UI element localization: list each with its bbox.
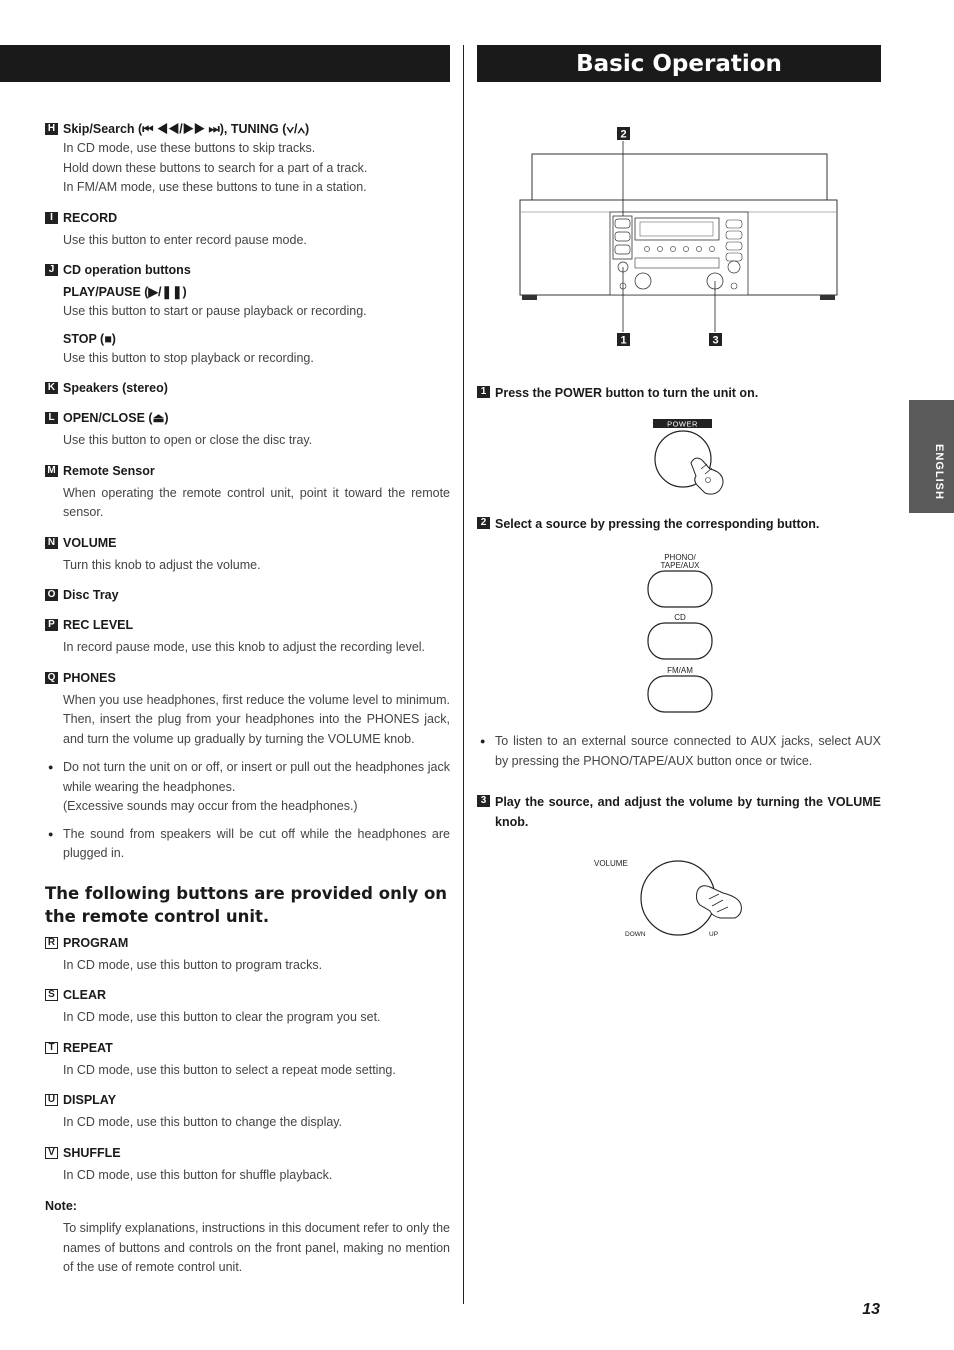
item-shuffle (45, 1144, 450, 1186)
item-letter: K (45, 382, 58, 394)
phono-label-line1: PHONO/ (664, 553, 696, 562)
note-text: To simplify explanations, instructions in this document refer to only the names of buttons and controls on the front panel, making no mention of the use of remote control unit. (63, 1221, 450, 1274)
item-letter: H (45, 123, 58, 135)
item-line: In CD mode, use this button for shuffle playback. (63, 1167, 333, 1182)
item-letter: U (45, 1094, 58, 1106)
step-2 (477, 514, 881, 534)
aux-bullet (477, 732, 881, 771)
item-repeat (45, 1039, 450, 1081)
item-letter: V (45, 1147, 58, 1159)
fmam-label: FM/AM (667, 666, 693, 675)
item-letter: L (45, 412, 58, 424)
callout-label: 1 (620, 334, 627, 347)
source-buttons-illustration (642, 550, 722, 720)
column-divider (463, 45, 464, 1304)
item-line: In CD mode, use these buttons to skip tracks. (63, 141, 316, 155)
item-letter: N (45, 537, 58, 549)
item-line: In CD mode, use this button to change the display. (63, 1115, 343, 1129)
cd-label: CD (674, 613, 686, 622)
item-skip-search (45, 120, 450, 198)
item-line: Hold down these buttons to search for a part of a track. (63, 160, 368, 175)
stop-label: STOP (■) (63, 331, 116, 346)
item-line: In FM/AM mode, use these buttons to tune in a station. (63, 180, 367, 194)
bullet-text: The sound from speakers will be cut off while the headphones are plugged in. (63, 826, 450, 860)
item-letter: O (45, 589, 58, 601)
item-line: Use this button to open or close the disc tray. (63, 433, 313, 447)
item-letter: I (45, 212, 58, 224)
item-title: OPEN/CLOSE (⏏) (63, 411, 169, 425)
bullet-item (45, 825, 450, 864)
volume-up-label: UP (709, 931, 719, 938)
item-record (45, 209, 450, 251)
item-desc: When operating the remote control unit, point it toward the remote sensor. (63, 485, 450, 519)
item-title: Disc Tray (63, 588, 119, 602)
item-title: SHUFFLE (63, 1145, 121, 1160)
item-letter: S (45, 989, 58, 1001)
note-label: Note: (45, 1199, 77, 1213)
item-phones (45, 669, 450, 864)
unit-front-diagram (507, 125, 847, 350)
item-speakers (45, 379, 450, 398)
step-text: Select a source by pressing the corresponding button. (495, 517, 820, 531)
item-title: RECORD (63, 210, 118, 225)
item-program (45, 934, 450, 976)
volume-knob-illustration (589, 852, 759, 947)
step-1 (477, 383, 881, 403)
phono-label-line2: TAPE/AUX (660, 561, 700, 570)
item-letter: P (45, 619, 58, 631)
callout-label: 3 (712, 334, 719, 347)
step-number: 1 (477, 386, 490, 398)
item-volume (45, 534, 450, 576)
bullet-item (477, 732, 881, 771)
item-disc-tray (45, 586, 450, 605)
power-button-illustration (647, 417, 747, 502)
item-title: PROGRAM (63, 935, 129, 950)
step-number: 3 (477, 795, 490, 807)
item-title: DISPLAY (63, 1093, 117, 1107)
item-title: REC LEVEL (63, 618, 134, 632)
item-title: Remote Sensor (63, 463, 155, 478)
item-rec-level (45, 616, 450, 658)
power-label: POWER (667, 419, 698, 429)
item-title: CLEAR (63, 988, 107, 1002)
item-display (45, 1091, 450, 1133)
item-open-close (45, 409, 450, 451)
step-number: 2 (477, 517, 490, 529)
item-cd-operation (45, 261, 450, 368)
bullet-text: To listen to an external source connected to AUX jacks, select AUX by pressing the PHONO/TAPE/AUX button once or twice. (495, 734, 881, 768)
item-remote-sensor (45, 462, 450, 523)
step-3 (477, 792, 881, 832)
item-letter: T (45, 1042, 58, 1054)
page-number: 13 (862, 1301, 880, 1318)
item-line: Use this button to start or pause playback or recording. (63, 304, 367, 318)
item-line: Turn this knob to adjust the volume. (63, 557, 261, 572)
item-title: CD operation buttons (63, 263, 191, 277)
item-desc: When you use headphones, first reduce the volume level to minimum. Then, insert the plug from your headphones into the PHONES jack, and turn the volume up gradually by turning the VOLUME knob. (63, 692, 450, 746)
item-title: VOLUME (63, 535, 117, 550)
volume-down-label: DOWN (625, 931, 646, 938)
volume-label: VOLUME (594, 859, 628, 868)
item-line: In CD mode, use this button to select a repeat mode setting. (63, 1062, 396, 1077)
bullet-text: (Excessive sounds may occur from the headphones.) (63, 799, 358, 813)
remote-section-heading: The following buttons are provided only on the remote control unit. (45, 883, 448, 926)
item-line: Use this button to enter record pause mode. (63, 232, 307, 247)
left-column (45, 120, 450, 1278)
item-letter: R (45, 937, 58, 949)
left-header-bar (0, 45, 450, 82)
page-title: Basic Operation (477, 45, 881, 82)
item-line: In record pause mode, use this knob to adjust the recording level. (63, 640, 426, 654)
item-line: In CD mode, use this button to clear the program you set. (63, 1010, 381, 1024)
language-label: ENGLISH (933, 444, 945, 500)
item-letter: J (45, 264, 58, 276)
item-title: REPEAT (63, 1040, 113, 1055)
item-line: Use this button to stop playback or recording. (63, 350, 314, 365)
play-pause-label: PLAY/PAUSE (▶/❚❚) (63, 285, 187, 299)
item-title: PHONES (63, 670, 116, 685)
step-text: Play the source, and adjust the volume by turning the VOLUME knob. (495, 795, 881, 829)
callout-label: 2 (620, 128, 627, 141)
item-line: In CD mode, use this button to program tracks. (63, 957, 323, 972)
step-text: Press the POWER button to turn the unit on. (495, 386, 759, 400)
item-clear (45, 986, 450, 1028)
item-letter: M (45, 465, 58, 477)
item-title: Skip/Search (⏮ ◀◀/▶▶ ⏭), TUNING (∨/∧) (63, 122, 310, 136)
bullet-text: Do not turn the unit on or off, or insert or pull out the headphones jack while wearing the headphones. (63, 760, 450, 794)
item-title: Speakers (stereo) (63, 381, 168, 395)
language-tab (909, 400, 954, 513)
bullet-item (45, 758, 450, 817)
item-letter: Q (45, 672, 58, 684)
